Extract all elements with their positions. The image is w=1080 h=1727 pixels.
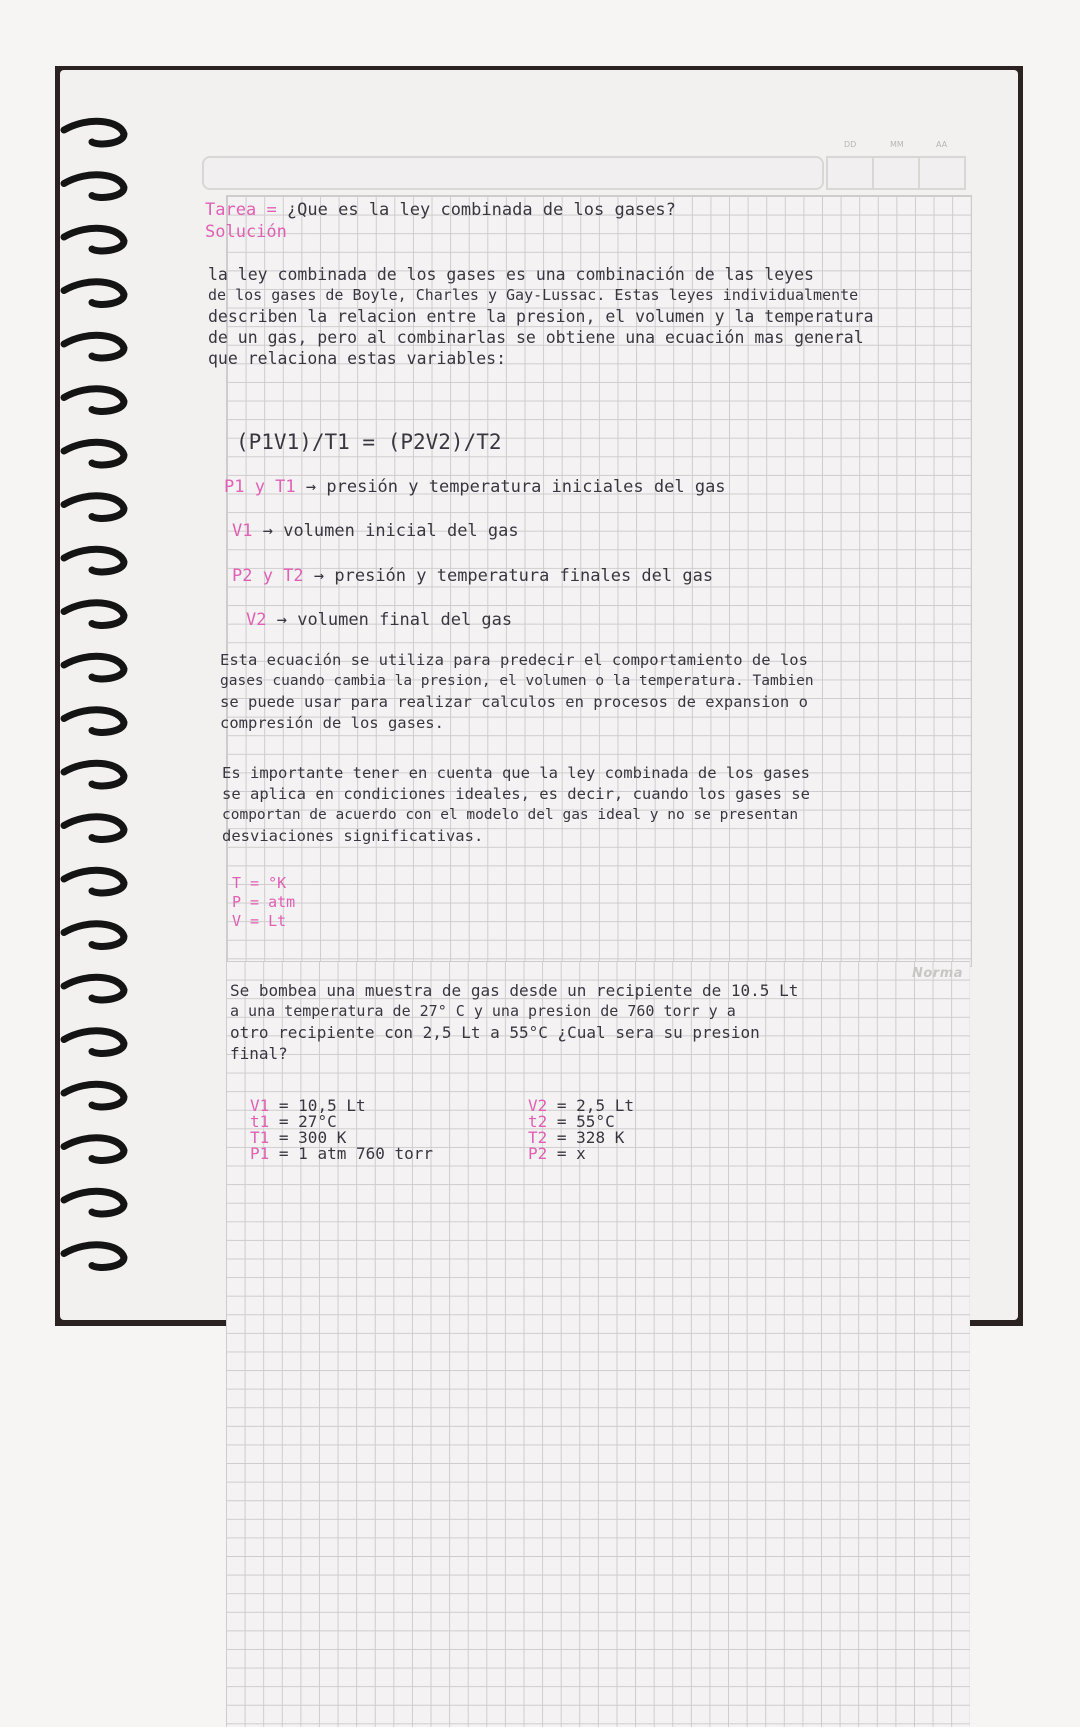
combined-gas-law-formula: (P1V1)/T1 = (P2V2)/T2 [236, 430, 502, 454]
spiral-ring [64, 977, 124, 1000]
data-symbol: V1 [250, 1096, 270, 1115]
spiral-ring [64, 710, 124, 733]
brand-logo: Norma [912, 966, 964, 981]
date-box-month [872, 156, 920, 190]
paragraph-line: Es importante tener en cuenta que la ley combinada de los gases [222, 764, 810, 782]
paragraph-line: compresión de los gases. [220, 714, 444, 732]
problem-line: a una temperatura de 27° C y una presion de 760 torr y a [230, 1002, 736, 1020]
spiral-ring [64, 335, 124, 358]
unit-item: P = atm [232, 893, 296, 911]
date-label-year: AA [936, 140, 948, 149]
data-symbol: T1 [250, 1128, 270, 1147]
paragraph-line: de los gases de Boyle, Charles y Gay-Lussac. Estas leyes individualmente [208, 286, 859, 304]
data-row: P1 = 1 atm 760 torr [250, 1144, 434, 1163]
spiral-ring [64, 496, 124, 519]
definition-symbol: P2 y T2 [232, 566, 304, 586]
paragraph-line: gases cuando cambia la presion, el volumen o la temperatura. Tambien [220, 673, 814, 689]
paragraph-ideal [222, 763, 810, 847]
paragraph-usage [220, 650, 814, 734]
spiral-rings [58, 100, 138, 1360]
grid-spacer [226, 961, 970, 1727]
title-line [205, 200, 676, 220]
definition-text: → volumen inicial del gas [262, 521, 519, 541]
given-data-left [250, 1098, 433, 1162]
spiral-ring [64, 1138, 124, 1161]
unit-item: T = °K [232, 874, 287, 892]
paragraph-line: comportan de acuerdo con el modelo del gas ideal y no se presentan [222, 807, 799, 823]
paragraph-line: la ley combinada de los gases es una combinación de las leyes [208, 265, 814, 284]
tarea-label: Tarea [205, 200, 257, 220]
data-row: t1 = 27°C [250, 1112, 337, 1131]
definition-row [232, 521, 519, 541]
problem-statement [230, 980, 798, 1064]
units-list [232, 874, 295, 931]
data-value: 10,5 Lt [298, 1096, 366, 1115]
data-value: 300 K [298, 1128, 347, 1147]
data-symbol: V2 [528, 1096, 548, 1115]
spiral-ring [64, 442, 124, 465]
data-row: V1 = 10,5 Lt [250, 1096, 366, 1115]
paragraph-line: de un gas, pero al combinarlas se obtiene una ecuación mas general [208, 328, 864, 347]
definition-text: → volumen final del gas [276, 610, 513, 630]
spiral-ring [64, 763, 124, 786]
paragraph-line: Esta ecuación se utiliza para predecir el comportamiento de los [220, 651, 808, 669]
spiral-ring [64, 656, 124, 679]
paragraph-intro [208, 264, 874, 369]
header-title-box [202, 156, 824, 190]
data-value: 55°C [576, 1112, 615, 1131]
definition-text: → presión y temperatura iniciales del gas [305, 477, 726, 497]
data-row: P2 = x [528, 1144, 586, 1163]
spiral-ring [64, 603, 124, 626]
definition-row [246, 610, 512, 630]
paragraph-line: desviaciones significativas. [222, 827, 484, 845]
spiral-ring [64, 817, 124, 840]
tarea-separator: = [266, 200, 277, 220]
data-symbol: t1 [250, 1112, 270, 1131]
paragraph-line: que relaciona estas variables: [208, 349, 507, 368]
date-box-year [918, 156, 966, 190]
spiral-ring [64, 1084, 124, 1107]
paragraph-line: describen la relacion entre la presion, el volumen y la temperatura [208, 307, 874, 326]
definition-symbol: V2 [246, 610, 267, 630]
spiral-ring [64, 1245, 124, 1268]
spiral-ring [64, 870, 124, 893]
spiral-ring [64, 228, 124, 251]
data-value: x [576, 1144, 586, 1163]
definition-text: → presión y temperatura finales del gas [313, 566, 714, 586]
data-value: 1 atm 760 torr [298, 1144, 434, 1163]
data-symbol: t2 [528, 1112, 548, 1131]
definition-symbol: P1 y T1 [224, 477, 296, 497]
problem-line: final? [230, 1044, 288, 1063]
problem-line: Se bombea una muestra de gas desde un recipiente de 10.5 Lt [230, 981, 799, 1000]
data-value: 2,5 Lt [576, 1096, 634, 1115]
date-label-day: DD [844, 140, 857, 149]
data-row: V2 = 2,5 Lt [528, 1096, 634, 1115]
spiral-ring [64, 924, 124, 947]
date-box-day [826, 156, 874, 190]
data-row: T2 = 328 K [528, 1128, 625, 1147]
data-symbol: T2 [528, 1128, 548, 1147]
problem-line: otro recipiente con 2,5 Lt a 55°C ¿Cual sera su presion [230, 1023, 760, 1042]
data-value: 27°C [298, 1112, 337, 1131]
definition-symbol: V1 [232, 521, 253, 541]
data-row: t2 = 55°C [528, 1112, 615, 1131]
data-symbol: P2 [528, 1144, 548, 1163]
spiral-ring [64, 1191, 124, 1214]
spiral-ring [64, 175, 124, 198]
spiral-ring [64, 282, 124, 305]
spiral-ring [64, 121, 124, 144]
spiral-ring [64, 1031, 124, 1054]
paragraph-line: se aplica en condiciones ideales, es decir, cuando los gases se [222, 785, 810, 803]
solucion-label: Solución [205, 222, 287, 242]
paragraph-line: se puede usar para realizar calculos en procesos de expansion o [220, 693, 808, 711]
spiral-ring [64, 389, 124, 412]
data-row: T1 = 300 K [250, 1128, 347, 1147]
given-data-right [528, 1098, 634, 1162]
data-symbol: P1 [250, 1144, 270, 1163]
definition-row [232, 566, 713, 586]
question-text: ¿Que es la ley combinada de los gases? [286, 200, 676, 220]
spiral-ring [64, 549, 124, 572]
data-value: 328 K [576, 1128, 625, 1147]
unit-item: V = Lt [232, 912, 287, 930]
definition-row [224, 477, 726, 497]
date-label-month: MM [890, 140, 904, 149]
